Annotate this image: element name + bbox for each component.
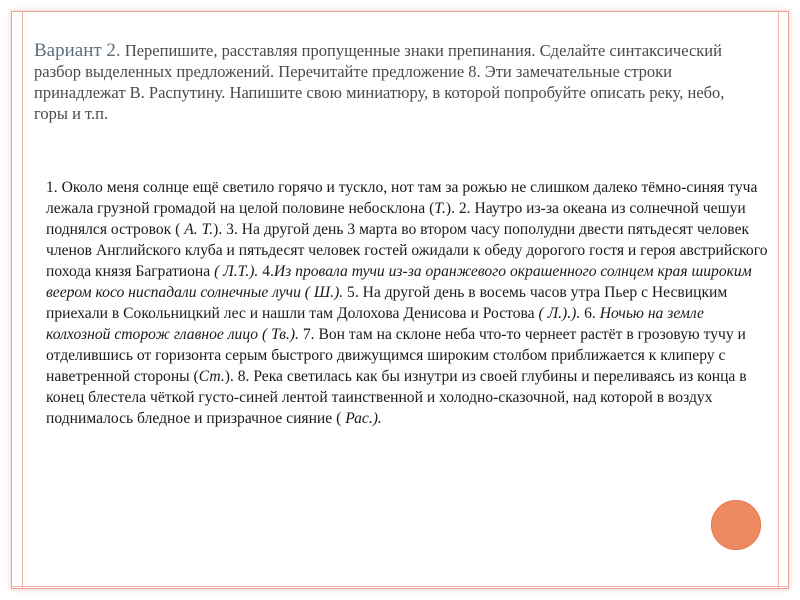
sentence-8: ). 8. Река светилась как бы изнутри из своей глубины и переливаясь из конца в конец блестела чёткой густо-синей лентой таинственной и холодно-сказочной, над которой в воздух поднималось бледное и призрачное сияние ( xyxy=(46,368,747,427)
task-instructions: Перепишите, расставляя пропущенные знаки препинания. Сделайте синтаксический разбор выделенных предложений. Перечитайте предложение 8. Эти замечательные строки принадлежат В. Распутину. Напишите свою миниатюру, в которой попробуйте описать реку, небо, горы и т.п. xyxy=(34,41,725,123)
source-3: ( Л.Т.). xyxy=(214,263,259,280)
sentence-7: 7. Вон там на склоне неба что-то чернеет растёт в грозовую тучу и отделившись от горизонта серым быстрого движущимся широким столбом приближается к клиперу с наветренной стороны ( xyxy=(46,326,746,385)
source-8: Рас.). xyxy=(345,410,382,427)
decorative-circle xyxy=(711,500,761,550)
sentence-5: 5. На другой день в восемь часов утра Пьер с Несвицким приехали в Сокольницкий лес и нашли там Долохова Денисова и Ростова xyxy=(46,284,728,322)
variant-label: Вариант 2. xyxy=(34,40,121,61)
sentence-2: ). 2. Наутро из-за океана из солнечной чешуи поднялся островок ( xyxy=(46,200,746,238)
exercise-text xyxy=(46,177,768,429)
sentence-1: 1. Около меня солнце ещё светило горячо и тускло, нот там за рожью не слишком далеко тёмно-синяя туча лежала грузной громадой на целой половине небосклона ( xyxy=(46,179,758,217)
frame-right-line xyxy=(778,12,779,588)
sentence-4-number: 4. xyxy=(258,263,274,280)
frame-left-line xyxy=(22,12,23,588)
frame-bottom-line xyxy=(12,586,788,587)
source-1: Т. xyxy=(434,200,446,217)
sentence-6-highlighted: Ночью на земле колхозной сторож главное лицо ( Тв.). xyxy=(46,305,704,343)
source-2: А. Т. xyxy=(184,221,214,238)
slide-title xyxy=(34,40,754,124)
sentence-6-number: 6. xyxy=(580,305,600,322)
source-5: ( Л.).). xyxy=(538,305,581,322)
source-7: Ст. xyxy=(198,368,225,385)
sentence-4-highlighted: Из провала тучи из-за оранжевого окрашенного солнцем края широким веером косо ниспадали солнечные лучи ( Ш.). xyxy=(46,263,752,301)
sentence-3: ). 3. На другой день 3 марта во втором часу пополудни двести пятьдесят человек членов Английского клуба и пятьдесят человек гостей ожидали к обеду дорогого гостя и героя австрийского похода князя Багратиона xyxy=(46,221,768,280)
